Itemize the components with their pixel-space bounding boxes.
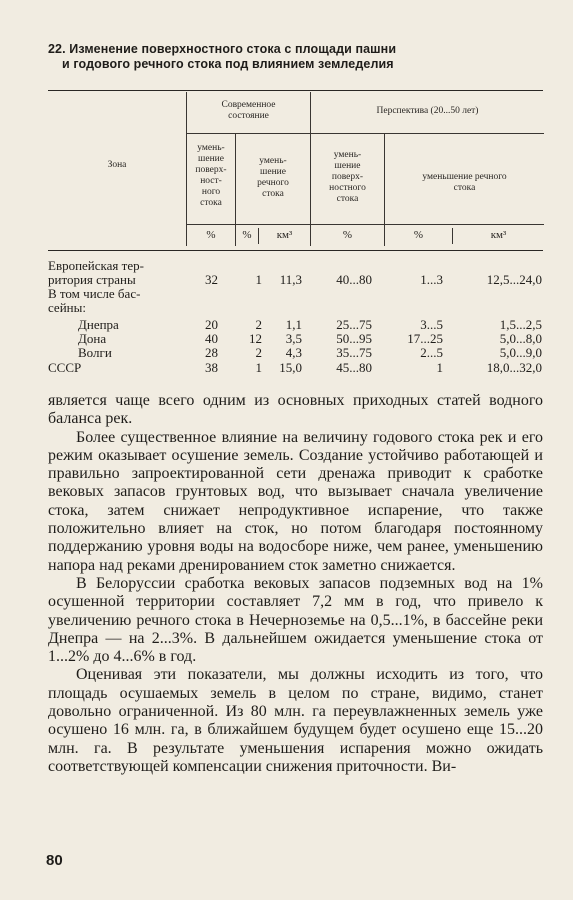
table-cell: 3...5: [420, 317, 443, 332]
paragraph: Оценивая эти показатели, мы должны исходить из того, что площадь осушаемых земель в целом по стране, видимо, станет довольно ограниченной. Из 80 млн. га переувлажненных земель уже осушено 16 млн. га, в ближайшем будущем будет осушено еще 15...20 млн. га. В результате уменьшения испарения можно ожидать соответствующей компенсации снижения приточности. Ви-: [48, 666, 543, 775]
table-cell: 1,5...2,5: [499, 317, 542, 332]
header-current-surface: умень- шение поверх- ност- ного стока: [195, 143, 227, 208]
table-cell: 1,1: [285, 317, 302, 332]
table-cell: 2...5: [420, 345, 443, 360]
table-cell: 12,5...24,0: [486, 272, 542, 287]
header-divider: [187, 133, 544, 134]
body-text: [48, 392, 543, 776]
header-perspective: Перспектива (20...50 лет): [376, 106, 479, 116]
table-cell: 45...80: [336, 360, 372, 375]
header-divider: [187, 224, 544, 225]
table-cell: 1...3: [420, 272, 443, 287]
header-current-river: умень- шение речного стока: [257, 156, 289, 199]
table-row-zone: СССР: [48, 360, 82, 375]
table-cell: 25...75: [336, 317, 372, 332]
unit-percent: %: [413, 229, 424, 241]
paragraph: Более существенное влияние на величину годового стока рек и его режим оказывает осушение земель. Создание устойчиво работающей и правильно запроектированной сети дренажа приводит к сработке вековых запасов грунтовых вод, что вызывает сначала увеличение стока, затем снижает непродуктивное испарение, что также положительно влияет на сток, но потом благодаря постоянному поддержанию уровня воды на водосборе ниже, чем ранее, уменьшению напора над реками дренированием сток заметно снижается.: [48, 428, 543, 574]
table-cell: 15,0: [279, 360, 302, 375]
header-perspective-river: уменьшение речного стока: [422, 172, 507, 193]
table-cell: 28: [205, 345, 218, 360]
table-row-zone: Европейская тер- ритория страны: [48, 258, 144, 287]
table-row-zone: Дона: [78, 331, 107, 346]
unit-percent: %: [206, 229, 216, 241]
table-cell: 50...95: [336, 331, 372, 346]
table-cell: 12: [249, 331, 262, 346]
paragraph: В Белоруссии сработка вековых запасов подземных вод на 1% осушенной территории составляет 7,2 мм в год, что привело к увеличению речного стока в Нечерноземье на 0,5...1%, в бассейне реки Днепра — на 2...3%. В дальнейшем ожидается уменьшение стока от 1...2% до 4...6% в год.: [48, 574, 543, 666]
table-cell: 1: [255, 272, 262, 287]
table-cell: 2: [255, 345, 262, 360]
table-cell: 1: [436, 360, 443, 375]
table-row-zone: В том числе бас- сейны:: [48, 286, 141, 315]
unit-percent: %: [242, 229, 252, 241]
unit-percent: %: [342, 229, 353, 241]
table-title-line-2: и годового речного стока под влиянием земледелия: [62, 57, 394, 71]
table-cell: 5,0...8,0: [499, 331, 542, 346]
unit-km3: км³: [490, 229, 507, 241]
table-cell: 38: [205, 360, 218, 375]
table-top-rule: [48, 90, 543, 91]
table-cell: 11,3: [279, 272, 302, 287]
header-current-state: Современное состояние: [221, 100, 276, 121]
paragraph: является чаще всего одним из основных приходных статей водного баланса рек.: [48, 392, 543, 428]
table-cell: 35...75: [336, 345, 372, 360]
table-cell: 18,0...32,0: [486, 360, 542, 375]
table-cell: 4,3: [285, 345, 302, 360]
page-number: 80: [46, 852, 63, 869]
table-cell: 40: [205, 331, 218, 346]
table-title-line-1: 22. Изменение поверхностного стока с площади пашни: [48, 42, 397, 56]
table-header-bottom-rule: [48, 250, 543, 251]
table-cell: 3,5: [285, 331, 302, 346]
table-cell: 20: [205, 317, 218, 332]
table-cell: 17...25: [407, 331, 443, 346]
table-title: [48, 42, 548, 72]
table-cell: 1: [255, 360, 262, 375]
unit-km3: км³: [276, 229, 293, 241]
header-zone: Зона: [107, 160, 127, 170]
table-cell: 5,0...9,0: [499, 345, 542, 360]
table-cell: 32: [205, 272, 218, 287]
table-cell: 40...80: [336, 272, 372, 287]
table-row-zone: Волги: [78, 345, 112, 360]
header-perspective-surface: умень- шение поверх- ностного стока: [329, 150, 366, 204]
table-row-zone: Днепра: [78, 317, 119, 332]
table-cell: 2: [255, 317, 262, 332]
